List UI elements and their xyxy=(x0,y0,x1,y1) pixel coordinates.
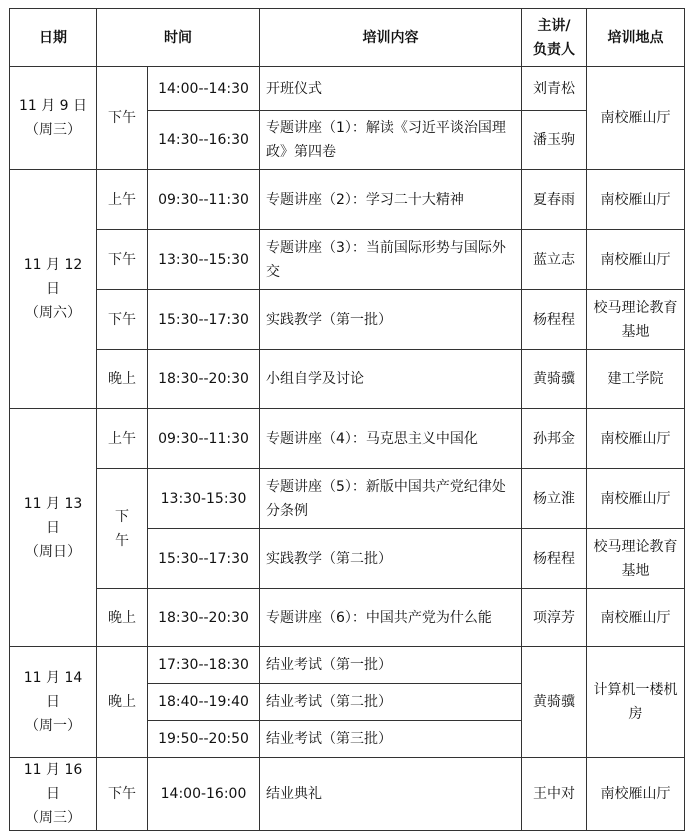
content-cell: 专题讲座（2）：学习二十大精神 xyxy=(260,170,522,230)
content-cell: 实践教学（第二批） xyxy=(260,529,522,589)
time-cell: 09:30--11:30 xyxy=(148,409,260,469)
period-cell: 晚上 xyxy=(97,350,148,409)
location-cell: 校马理论教育基地 xyxy=(587,290,685,350)
period-cell: 下午 xyxy=(97,230,148,290)
time-cell: 15:30--17:30 xyxy=(148,529,260,589)
speaker-cell: 蓝立志 xyxy=(522,230,587,290)
time-cell: 18:30--20:30 xyxy=(148,589,260,647)
content-cell: 专题讲座（6）：中国共产党为什么能 xyxy=(260,589,522,647)
date-cell: 11 月 16 日 （周三） xyxy=(10,758,97,831)
location-cell: 南校雁山厅 xyxy=(587,170,685,230)
time-cell: 14:30--16:30 xyxy=(148,111,260,170)
location-cell: 计算机一楼机房 xyxy=(587,647,685,758)
time-cell: 14:00--14:30 xyxy=(148,67,260,111)
time-cell: 17:30--18:30 xyxy=(148,647,260,684)
table-row xyxy=(10,67,685,111)
period-cell: 下午 xyxy=(97,67,148,170)
content-cell: 结业考试（第三批） xyxy=(260,721,522,758)
time-cell: 18:40--19:40 xyxy=(148,684,260,721)
date-cell: 11 月 12 日 （周六） xyxy=(10,170,97,409)
time-cell: 13:30-15:30 xyxy=(148,469,260,529)
speaker-cell: 项淳芳 xyxy=(522,589,587,647)
content-cell: 结业考试（第二批） xyxy=(260,684,522,721)
location-cell: 校马理论教育基地 xyxy=(587,529,685,589)
speaker-cell: 王中对 xyxy=(522,758,587,831)
period-cell: 下 午 xyxy=(97,469,148,589)
speaker-cell: 杨程程 xyxy=(522,290,587,350)
table-row xyxy=(10,350,685,409)
location-cell: 南校雁山厅 xyxy=(587,758,685,831)
period-cell: 上午 xyxy=(97,409,148,469)
speaker-cell: 黄骑骥 xyxy=(522,350,587,409)
header-date: 日期 xyxy=(10,9,97,67)
speaker-cell: 潘玉驹 xyxy=(522,111,587,170)
time-cell: 19:50--20:50 xyxy=(148,721,260,758)
content-cell: 专题讲座（4）：马克思主义中国化 xyxy=(260,409,522,469)
table-row xyxy=(10,170,685,230)
table-row xyxy=(10,758,685,831)
period-cell: 下午 xyxy=(97,290,148,350)
content-cell: 实践教学（第一批） xyxy=(260,290,522,350)
period-cell: 晚上 xyxy=(97,647,148,758)
date-cell: 11 月 14 日 （周一） xyxy=(10,647,97,758)
location-cell: 南校雁山厅 xyxy=(587,469,685,529)
content-cell: 小组自学及讨论 xyxy=(260,350,522,409)
table-row xyxy=(10,469,685,529)
location-cell: 建工学院 xyxy=(587,350,685,409)
speaker-cell: 杨立淮 xyxy=(522,469,587,529)
location-cell: 南校雁山厅 xyxy=(587,409,685,469)
location-cell: 南校雁山厅 xyxy=(587,67,685,170)
header-time: 时间 xyxy=(97,9,260,67)
table-row xyxy=(10,230,685,290)
content-cell: 专题讲座（3）：当前国际形势与国际外交 xyxy=(260,230,522,290)
content-cell: 专题讲座（1）：解读《习近平谈治国理政》第四卷 xyxy=(260,111,522,170)
time-cell: 09:30--11:30 xyxy=(148,170,260,230)
location-cell: 南校雁山厅 xyxy=(587,589,685,647)
period-cell: 上午 xyxy=(97,170,148,230)
time-cell: 18:30--20:30 xyxy=(148,350,260,409)
date-cell: 11 月 9 日 （周三） xyxy=(10,67,97,170)
header-content: 培训内容 xyxy=(260,9,522,67)
table-row xyxy=(10,589,685,647)
speaker-cell: 夏春雨 xyxy=(522,170,587,230)
header-location: 培训地点 xyxy=(587,9,685,67)
content-cell: 专题讲座（5）：新版中国共产党纪律处分条例 xyxy=(260,469,522,529)
speaker-cell: 黄骑骥 xyxy=(522,647,587,758)
table-row xyxy=(10,290,685,350)
header-speaker: 主讲/ 负责人 xyxy=(522,9,587,67)
time-cell: 15:30--17:30 xyxy=(148,290,260,350)
speaker-cell: 刘青松 xyxy=(522,67,587,111)
speaker-cell: 杨程程 xyxy=(522,529,587,589)
time-cell: 14:00-16:00 xyxy=(148,758,260,831)
location-cell: 南校雁山厅 xyxy=(587,230,685,290)
date-cell: 11 月 13 日 （周日） xyxy=(10,409,97,647)
period-cell: 晚上 xyxy=(97,589,148,647)
header-row xyxy=(10,9,685,67)
speaker-cell: 孙邦金 xyxy=(522,409,587,469)
content-cell: 结业考试（第一批） xyxy=(260,647,522,684)
content-cell: 开班仪式 xyxy=(260,67,522,111)
content-cell: 结业典礼 xyxy=(260,758,522,831)
time-cell: 13:30--15:30 xyxy=(148,230,260,290)
period-cell: 下午 xyxy=(97,758,148,831)
table-row xyxy=(10,409,685,469)
table-row xyxy=(10,647,685,684)
training-schedule-table xyxy=(9,8,685,831)
